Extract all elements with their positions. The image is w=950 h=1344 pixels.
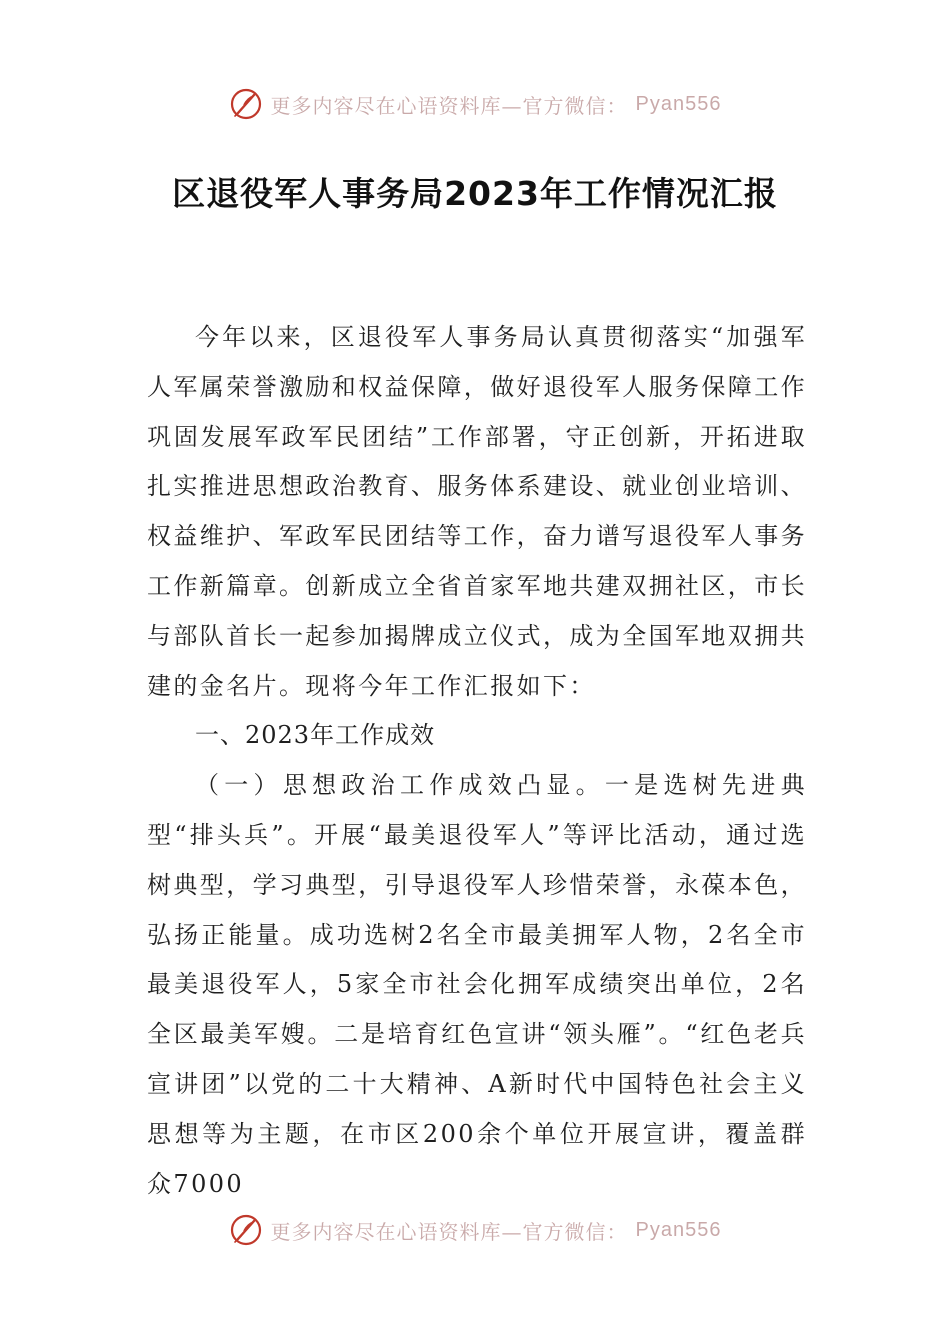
watermark-wechat-id: Pyan556 xyxy=(635,92,722,115)
intro-paragraph: 今年以来，区退役军人事务局认真贯彻落实“加强军人军属荣誉激励和权益保障，做好退役军人服务保障工作巩固发展军政军民团结”工作部署，守正创新，开拓进取扎实推进思想政治教育、服务体系建设、就业创业培训、权益维护、军政军民团结等工作，奋力谱写退役军人事务工作新篇章。创新成立全省首家军地共建双拥社区，市长与部队首长一起参加揭牌成立仪式，成为全国军地双拥共建的金名片。现将今年工作汇报如下： xyxy=(147,323,807,700)
watermark-text: 更多内容尽在心语资料库—官方微信： xyxy=(270,1219,628,1244)
document-body xyxy=(147,313,807,1209)
footer-watermark xyxy=(0,1210,950,1250)
section-paragraph: （一）思想政治工作成效凸显。一是选树先进典型“排头兵”。开展“最美退役军人”等评比活动，通过选树典型，学习典型，引导退役军人珍惜荣誉，永葆本色，弘扬正能量。成功选树2名全市最美拥军人物，2名全市最美退役军人，5家全市社会化拥军成绩突出单位，2名全区最美军嫂。二是培育红色宣讲“领头雁”。“红色老兵宣讲团”以党的二十大精神、A新时代中国特色社会主义思想等为主题，在市区200余个单位开展宣讲，覆盖群众7000 xyxy=(147,771,807,1198)
quill-logo-icon xyxy=(229,87,263,121)
section-heading: 一、2023年工作成效 xyxy=(195,721,436,750)
watermark-wechat-id: Pyan556 xyxy=(635,1218,722,1241)
header-watermark xyxy=(0,84,950,124)
quill-logo-icon xyxy=(229,1213,263,1247)
document-title: 区退役军人事务局2023年工作情况汇报 xyxy=(172,174,778,213)
watermark-text: 更多内容尽在心语资料库—官方微信： xyxy=(270,93,628,118)
